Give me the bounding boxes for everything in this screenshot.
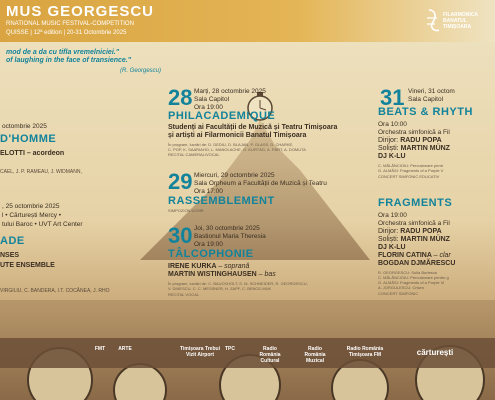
event-28-number: 28 <box>168 85 193 110</box>
event-29-number: 29 <box>168 169 193 194</box>
event-31-program-3: CONCERT SIMFONIC EDUCATIV <box>378 174 440 179</box>
event-31-conductor-name: RADU POPA <box>400 137 442 144</box>
event-30-program-2: V. DINESCU, C. C. MESSNER, H. ZAPF, C. BENCE-MUK <box>168 286 272 291</box>
logo-line-1: FILARMONICA <box>443 12 478 18</box>
fragments-conductor-label: Dirijor: <box>378 228 399 235</box>
event-28-title: PHILACADEMIQUE <box>168 110 276 122</box>
logo-line-2: BANATUL <box>443 18 467 24</box>
event-30-performer-2-name: MARTIN WISTINGHAUSEN <box>168 271 257 278</box>
fragments-conductor-name: RADU POPA <box>400 228 442 235</box>
fragments-soloist-label: Soliști: <box>378 236 399 243</box>
event-30-performer-2-role: – bas <box>258 271 276 278</box>
left-event-1-performer: ELOTTI – acordeon <box>0 150 65 157</box>
filarmonica-logo <box>425 8 493 38</box>
quote-en: of laughing in the face of transience." <box>6 57 132 64</box>
left-event-2-title: ADE <box>0 235 25 247</box>
event-30-venue: Bastionul Maria Theresia <box>194 233 266 240</box>
event-28-venue: Sala Capitol <box>194 96 230 103</box>
quote-ro: mod de a da cu tifla vremelniciei." <box>6 49 120 56</box>
event-31-time: Ora 10:00 <box>378 121 407 128</box>
event-29-venue: Sala Orpheum a Facultății de Muzică și Teatru <box>194 180 327 187</box>
left-event-2-program: VIRGILIU, C. BANDERA, I.T. COCÂNEA, J. RHO <box>0 288 110 294</box>
event-31-program-2: G. ALMĂȘI: Fragments of a Purple V <box>378 168 444 173</box>
sponsor-airport: Timișoara Trebui Vizit Airport <box>180 346 220 358</box>
festival-subtitle: RNATIONAL MUSIC FESTIVAL-COMPETITION <box>6 21 134 27</box>
fragments-soloist <box>378 236 450 244</box>
sponsor-arte: ARTE <box>118 346 132 352</box>
festival-title: MUS GEORGESCU <box>6 3 155 20</box>
event-30-performer-1-role: – soprană <box>218 263 250 270</box>
fragments-conductor <box>378 228 442 236</box>
fragments-program-4: A. JORGULESCU: Crisen <box>378 285 425 290</box>
left-event-2-performer-1: NSES <box>0 252 20 259</box>
event-28-date: Marți, 28 octombrie 2025 <box>194 88 266 95</box>
festival-edition: QUISSE | 12ª edition | 20-31 Octombrie 2025 <box>6 30 127 36</box>
event-31-soloist-label: Soliști: <box>378 145 399 152</box>
event-31-number: 31 <box>380 85 405 110</box>
fragments-soloist-3-name: FLORIN CATINA <box>378 252 432 259</box>
fragments-title: FRAGMENTS <box>378 197 453 209</box>
event-29-program: SIMPOZION UCMR <box>168 208 204 213</box>
sponsor-radio-muzical: Radio România Muzical <box>304 346 326 364</box>
event-31-date: Vineri, 31 octom <box>408 88 455 95</box>
left-event-1-date: octombrie 2025 <box>2 123 47 130</box>
logo-mark-icon <box>425 8 441 36</box>
event-31-venue: Sala Capitol <box>408 96 444 103</box>
event-30-program-1: În program, lucrări de: C. BAUCKHOLT, S. M. SCHNEIDER, R. GEORGESCU, <box>168 281 308 286</box>
fragments-program-1: R. GEORGESCU: Sulla Burlesca <box>378 270 437 275</box>
fragments-program-5: CONCERT SIMFONIC <box>378 291 419 296</box>
left-event-1-title: D'HOMME <box>0 133 57 145</box>
event-29-time: Ora 17:00 <box>194 188 223 195</box>
event-28-program-3: RECITAL CAMERAL/VOCAL <box>168 152 220 157</box>
event-29-title: RASSEMBLEMENT <box>168 195 275 207</box>
sponsor-radio-cultural: Radio România Cultural <box>259 346 281 364</box>
event-31-program-1: C. MĂLĂNCIOIU: Percuționare pentr <box>378 163 444 168</box>
sponsor-carturesti: cărturești <box>416 348 454 357</box>
sponsor-radio-timisoara: Radio România Timișoara FM <box>346 346 384 358</box>
fragments-soloist-4: BOGDAN DJMĂRESCU <box>378 260 456 267</box>
left-event-2-venue-1: l • Cărturești Mercy • <box>2 212 62 219</box>
event-31-soloist <box>378 145 450 153</box>
fragments-soloist-3-role: – clar <box>433 252 451 259</box>
fragments-program-2: C. MĂLĂNCIOIU: Percuționare pentru g <box>378 275 449 280</box>
event-30-date: Joi, 30 octombrie 2025 <box>194 225 260 232</box>
event-30-title: TÂLCOPHONIE <box>168 248 254 260</box>
event-31-soloist-name: MARTIN MÜNZ <box>400 145 450 152</box>
event-28-performer-2: și artiști ai Filarmonicii Banatul Timișoara <box>168 132 307 139</box>
event-28-program-2: C. POP, K. SAARIAHO, L. MANOLACHE, G. KURTÁG, A. PÄRT, A. DOMUTA <box>168 147 306 152</box>
sponsor-bar <box>0 338 495 368</box>
fragments-orchestra: Orchestra simfonică a Fil <box>378 220 450 227</box>
event-30-program-3: RECITAL VOCAL <box>168 292 200 297</box>
event-28-time: Ora 19:00 <box>194 104 223 111</box>
event-29-date: Miercuri, 29 octombrie 2025 <box>194 172 275 179</box>
event-30-performer-1-name: IRENE KURKA <box>168 263 217 270</box>
fragments-program-3: G. ALMĂȘI: Fragments of a Purple Vi <box>378 280 445 285</box>
event-28-program-1: În program, lucrări de: D. DEDIU, D. BLAJAN, P. GLASS, D. CHARKE, <box>168 142 294 147</box>
event-30-time: Ora 19:00 <box>194 241 223 248</box>
logo-line-3: TIMIȘOARA <box>443 24 472 30</box>
event-31-title: BEATS & RHYTH <box>378 106 473 118</box>
sponsor-fmt: FMT <box>94 346 106 352</box>
event-31-conductor-label: Dirijor: <box>378 137 399 144</box>
left-event-1-program: CAEL, J. P. RAMEAU, J. WIDMANN, <box>0 169 82 175</box>
event-31-soloist-2: DJ K-LU <box>378 153 406 160</box>
fragments-soloist-name: MARTIN MÜNZ <box>400 236 450 243</box>
fragments-soloist-3 <box>378 252 451 260</box>
sponsor-tpc: TPC <box>225 346 235 352</box>
event-31-conductor <box>378 137 442 145</box>
event-28-performer-1: Studenți ai Facultății de Muzică și Teatru Timișoara <box>168 124 338 131</box>
event-31-orchestra: Orchestra simfonică a Fil <box>378 129 450 136</box>
left-event-2-venue-2: tului Baroc • UVT Art Center <box>2 221 83 228</box>
event-30-performer-2 <box>168 271 276 279</box>
fragments-soloist-2: DJ K-LU <box>378 244 406 251</box>
event-30-number: 30 <box>168 223 193 248</box>
fragments-time: Ora 19:00 <box>378 212 407 219</box>
left-event-2-performer-2: UTE ENSEMBLE <box>0 262 55 269</box>
event-30-performer-1 <box>168 263 249 271</box>
left-event-2-date: , 25 octombrie 2025 <box>2 203 60 210</box>
quote-author: (R. Georgescu) <box>120 68 162 74</box>
